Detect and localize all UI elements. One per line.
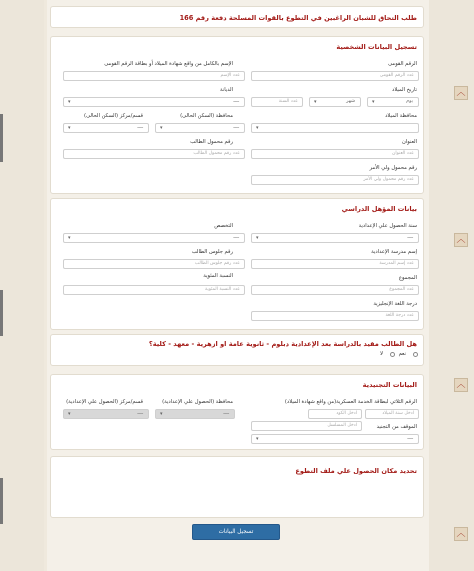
student-phone-label: رقم محمول الطالب: [190, 139, 233, 145]
yes-radio[interactable]: [413, 352, 418, 357]
school-label: إسم مدرسة الإعدادية: [371, 249, 417, 255]
residence-gov-select[interactable]: [155, 123, 245, 133]
scroll-up-button[interactable]: [454, 378, 468, 392]
residence-center-select[interactable]: [63, 123, 149, 133]
no-label: لا: [380, 351, 383, 357]
school-input[interactable]: عدد إسم المدرسة: [251, 259, 419, 269]
cert-center-label: قسم/مركز (الحصول علي الإعدادية): [66, 399, 143, 405]
recruitment-section: [50, 374, 424, 450]
religion-value: ــــ: [233, 99, 239, 104]
section-title: تسجيل البيانات الشخصية: [336, 43, 417, 51]
total-input[interactable]: عدد المجموع: [251, 285, 419, 295]
total-label: المجموع: [398, 275, 417, 281]
enroll-year-select[interactable]: [251, 233, 419, 243]
left-margin: [0, 0, 44, 571]
form-page: [47, 0, 429, 571]
chevron-up-icon: ︿: [456, 380, 466, 390]
chevron-down-icon: ▾: [256, 125, 259, 131]
chevron-down-icon: ▾: [68, 99, 71, 105]
scroll-up-button[interactable]: [454, 233, 468, 247]
cert-gov-label: محافظة (الحصول علي الإعدادية): [162, 399, 233, 405]
chevron-down-icon: ▾: [256, 235, 259, 241]
english-grade-input[interactable]: عدد درجة اللغة: [251, 311, 419, 321]
national-id-label: الرقم القومى: [388, 61, 417, 67]
residence-center-label: قسم/مركز (السكن الحالى): [84, 113, 143, 119]
birthdate-label: تاريخ الميلاد: [392, 87, 417, 93]
section-title: هل الطالب مقيد بالدراسة بعد الإعدادية دبلوم - ثانوية عامة او ازهرية - معهد - كلية؟: [148, 340, 417, 348]
cert-gov-select[interactable]: [155, 409, 235, 419]
birth-month-select[interactable]: [309, 97, 361, 107]
birth-gov-select[interactable]: [251, 123, 419, 133]
chevron-up-icon: ︿: [456, 529, 466, 539]
chevron-down-icon: ▾: [68, 235, 71, 241]
cert-gov-value: ــــ: [223, 411, 229, 416]
yes-label: نعم: [398, 351, 406, 357]
no-radio[interactable]: [390, 352, 395, 357]
chevron-up-icon: ︿: [456, 235, 466, 245]
enroll-year-label: سنة الحصول علي الإعدادية: [358, 223, 417, 229]
section-title: البيانات التجنيدية: [362, 381, 417, 389]
header-card: [50, 6, 424, 28]
chevron-down-icon: ▾: [68, 125, 71, 131]
address-input[interactable]: عدد العنوان: [251, 149, 419, 159]
left-edge-marker: [0, 290, 3, 336]
military-number-part1[interactable]: ادخل سنة الميلاد: [365, 409, 419, 419]
residence-gov-value: ــــ: [233, 125, 239, 130]
student-phone-input[interactable]: عدد رقم محمول الطالب: [63, 149, 245, 159]
percentage-label: النسبة المئوية: [203, 273, 233, 279]
percentage-input[interactable]: عدد النسبة المئوية: [63, 285, 245, 295]
national-id-input[interactable]: عدد الرقم القومى: [251, 71, 419, 81]
birth-gov-label: محافظة الميلاد: [385, 113, 417, 119]
residence-gov-label: محافظة (السكن الحالى): [180, 113, 233, 119]
academic-section: [50, 198, 424, 330]
seat-number-input[interactable]: عدد رقم جلوس الطالب: [63, 259, 245, 269]
chevron-down-icon: ▾: [256, 436, 259, 442]
page-title: طلب التحاق للشبان الراغبين في التطوع بالقوات المسلحة دفعة رقم 166: [179, 14, 417, 22]
full-name-label: الإسم بالكامل من واقع شهادة الميلاد أو بطاقة الرقم القومى: [104, 61, 233, 67]
guardian-phone-label: رقم محمول ولي الأمر: [369, 165, 417, 171]
chevron-down-icon: ▾: [160, 125, 163, 131]
file-location-section: [50, 456, 424, 518]
scroll-up-button[interactable]: [454, 527, 468, 541]
chevron-down-icon: ▾: [372, 99, 375, 105]
submit-button[interactable]: تسجيل البيانات: [192, 524, 280, 540]
chevron-up-icon: ︿: [456, 88, 466, 98]
personal-section: [50, 36, 424, 194]
religion-select[interactable]: [63, 97, 245, 107]
seat-label: رقم جلوس الطالب: [191, 249, 233, 255]
military-number-part3[interactable]: ادخل المسلسل: [251, 421, 362, 431]
birth-month-value: شهر: [346, 99, 355, 104]
guardian-phone-input[interactable]: عدد رقم محمول ولي الأمر: [251, 175, 419, 185]
section-title: بيانات المؤهل الدراسي: [341, 205, 417, 213]
specialization-select[interactable]: [63, 233, 245, 243]
birth-day-select[interactable]: [367, 97, 419, 107]
cert-center-value: ــــ: [137, 411, 143, 416]
study-question-section: [50, 334, 424, 366]
cert-center-select[interactable]: [63, 409, 149, 419]
enroll-year-value: ــــ: [407, 235, 413, 240]
chevron-down-icon: ▾: [314, 99, 317, 105]
left-edge-marker: [0, 478, 3, 524]
chevron-down-icon: ▾: [160, 411, 163, 417]
full-name-input[interactable]: عدد الإسم: [63, 71, 245, 81]
section-title: تحديد مكان الحصول علي ملف التطوع: [295, 467, 417, 475]
residence-center-value: ــــ: [137, 125, 143, 130]
military-number-label: الرقم الثلاثي لبطاقة الخدمة العسكرية(من واقع شهادة الميلاد): [284, 399, 417, 405]
military-status-select[interactable]: [251, 434, 419, 444]
military-status-label: الموقف من التجنيد: [376, 424, 417, 430]
birth-day-value: يوم: [406, 99, 413, 104]
military-status-value: ــــ: [407, 436, 413, 441]
chevron-down-icon: ▾: [68, 411, 71, 417]
scroll-up-button[interactable]: [454, 86, 468, 100]
religion-label: الديانة: [220, 87, 233, 93]
birth-year-input[interactable]: عدد السنة: [251, 97, 303, 107]
specialization-value: ــــ: [233, 235, 239, 240]
left-edge-marker: [0, 114, 3, 162]
address-label: العنوان: [401, 139, 417, 145]
military-number-part2[interactable]: ادخل الكود: [308, 409, 362, 419]
english-grade-label: درجة اللغة الإنجليزية: [373, 301, 417, 307]
specialization-label: التخصص: [214, 223, 233, 229]
